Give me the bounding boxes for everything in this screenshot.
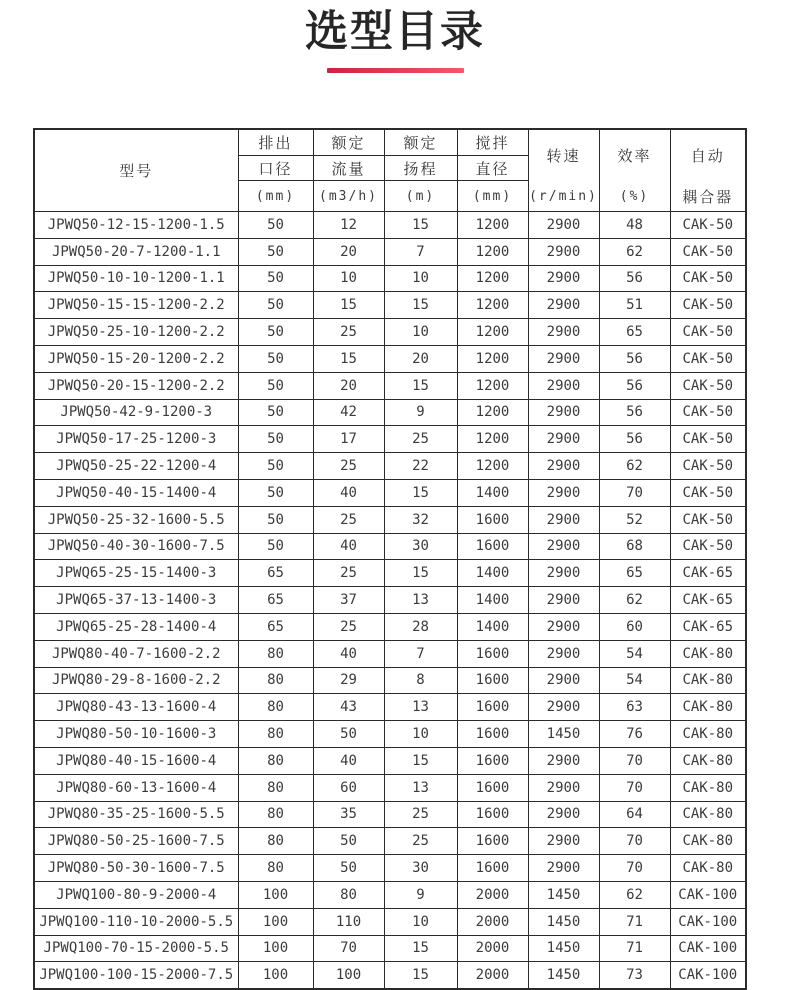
cell-speed: 2900 — [528, 613, 599, 640]
cell-coupler: CAK-100 — [670, 908, 746, 935]
cell-model: JPWQ50-12-15-1200-1.5 — [34, 212, 238, 239]
cell-rated-head: 15 — [384, 560, 457, 587]
cell-outlet-diameter: 100 — [238, 908, 313, 935]
cell-speed: 1450 — [528, 881, 599, 908]
cell-coupler: CAK-50 — [670, 453, 746, 480]
cell-mixing-diameter: 1200 — [457, 319, 528, 346]
cell-model: JPWQ50-25-32-1600-5.5 — [34, 506, 238, 533]
cell-model: JPWQ80-50-30-1600-7.5 — [34, 855, 238, 882]
cell-efficiency: 71 — [599, 935, 670, 962]
cell-mixing-diameter: 1200 — [457, 265, 528, 292]
cell-speed: 2900 — [528, 238, 599, 265]
cell-outlet-diameter: 100 — [238, 935, 313, 962]
cell-outlet-diameter: 65 — [238, 613, 313, 640]
cell-mixing-diameter: 1200 — [457, 426, 528, 453]
table-row — [34, 881, 746, 908]
cell-rated-head: 22 — [384, 453, 457, 480]
cell-efficiency: 62 — [599, 587, 670, 614]
cell-rated-flow: 70 — [313, 935, 384, 962]
cell-efficiency: 52 — [599, 506, 670, 533]
cell-model: JPWQ65-25-15-1400-3 — [34, 560, 238, 587]
cell-speed: 2900 — [528, 399, 599, 426]
cell-speed: 2900 — [528, 667, 599, 694]
header-auto-coupler — [670, 129, 746, 212]
cell-mixing-diameter: 1600 — [457, 667, 528, 694]
cell-mixing-diameter: 1600 — [457, 506, 528, 533]
table-body — [34, 212, 746, 990]
cell-efficiency: 51 — [599, 292, 670, 319]
cell-outlet-diameter: 50 — [238, 372, 313, 399]
cell-rated-head: 10 — [384, 265, 457, 292]
table-row — [34, 292, 746, 319]
cell-model: JPWQ65-25-28-1400-4 — [34, 613, 238, 640]
header-efficiency-label: 效率 — [617, 148, 652, 165]
cell-speed: 2900 — [528, 319, 599, 346]
cell-rated-head: 8 — [384, 667, 457, 694]
cell-outlet-diameter: 50 — [238, 479, 313, 506]
cell-speed: 2900 — [528, 345, 599, 372]
cell-rated-head: 13 — [384, 587, 457, 614]
cell-speed: 2900 — [528, 828, 599, 855]
cell-outlet-diameter: 80 — [238, 667, 313, 694]
cell-coupler: CAK-65 — [670, 613, 746, 640]
cell-rated-head: 13 — [384, 774, 457, 801]
cell-rated-head: 28 — [384, 613, 457, 640]
cell-speed: 2900 — [528, 640, 599, 667]
cell-efficiency: 70 — [599, 855, 670, 882]
cell-mixing-diameter: 1200 — [457, 345, 528, 372]
cell-efficiency: 63 — [599, 694, 670, 721]
cell-rated-flow: 10 — [313, 265, 384, 292]
table-row — [34, 667, 746, 694]
table-row — [34, 372, 746, 399]
cell-speed: 2900 — [528, 747, 599, 774]
cell-efficiency: 56 — [599, 265, 670, 292]
table-row — [34, 345, 746, 372]
cell-rated-head: 30 — [384, 855, 457, 882]
cell-efficiency: 56 — [599, 426, 670, 453]
table-row — [34, 453, 746, 480]
cell-mixing-diameter: 1600 — [457, 774, 528, 801]
cell-rated-flow: 40 — [313, 747, 384, 774]
cell-speed: 2900 — [528, 774, 599, 801]
cell-mixing-diameter: 1400 — [457, 560, 528, 587]
title-accent-bar — [327, 68, 464, 73]
header-mixing-diameter — [457, 129, 528, 212]
cell-rated-flow: 25 — [313, 560, 384, 587]
cell-model: JPWQ50-15-15-1200-2.2 — [34, 292, 238, 319]
header-outlet-line1: 排出 — [239, 130, 313, 156]
cell-rated-flow: 20 — [313, 238, 384, 265]
cell-outlet-diameter: 50 — [238, 212, 313, 239]
cell-efficiency: 56 — [599, 399, 670, 426]
cell-rated-flow: 17 — [313, 426, 384, 453]
cell-coupler: CAK-100 — [670, 962, 746, 989]
cell-efficiency: 48 — [599, 212, 670, 239]
cell-model: JPWQ50-25-10-1200-2.2 — [34, 319, 238, 346]
cell-model: JPWQ100-80-9-2000-4 — [34, 881, 238, 908]
cell-efficiency: 65 — [599, 560, 670, 587]
cell-efficiency: 56 — [599, 372, 670, 399]
cell-speed: 2900 — [528, 855, 599, 882]
cell-rated-flow: 42 — [313, 399, 384, 426]
cell-mixing-diameter: 1600 — [457, 694, 528, 721]
cell-coupler: CAK-80 — [670, 640, 746, 667]
page-title: 选型目录 — [305, 8, 485, 56]
table-row — [34, 479, 746, 506]
cell-outlet-diameter: 50 — [238, 319, 313, 346]
cell-speed: 2900 — [528, 265, 599, 292]
cell-outlet-diameter: 50 — [238, 238, 313, 265]
cell-coupler: CAK-80 — [670, 774, 746, 801]
cell-rated-head: 15 — [384, 479, 457, 506]
header-model — [34, 129, 238, 212]
table-row — [34, 747, 746, 774]
cell-rated-head: 15 — [384, 747, 457, 774]
header-flow-unit: (m3/h) — [319, 188, 378, 204]
table-row — [34, 319, 746, 346]
cell-model: JPWQ80-60-13-1600-4 — [34, 774, 238, 801]
cell-outlet-diameter: 50 — [238, 426, 313, 453]
table-row — [34, 426, 746, 453]
cell-speed: 2900 — [528, 533, 599, 560]
cell-coupler: CAK-50 — [670, 238, 746, 265]
table-row — [34, 640, 746, 667]
cell-outlet-diameter: 50 — [238, 292, 313, 319]
cell-speed: 2900 — [528, 426, 599, 453]
cell-rated-head: 13 — [384, 694, 457, 721]
cell-coupler: CAK-80 — [670, 801, 746, 828]
cell-rated-head: 15 — [384, 962, 457, 989]
cell-efficiency: 70 — [599, 828, 670, 855]
cell-coupler: CAK-50 — [670, 212, 746, 239]
cell-model: JPWQ80-40-15-1600-4 — [34, 747, 238, 774]
cell-model: JPWQ80-43-13-1600-4 — [34, 694, 238, 721]
table-header-row — [34, 129, 746, 212]
table-row — [34, 935, 746, 962]
cell-outlet-diameter: 50 — [238, 345, 313, 372]
table-row — [34, 801, 746, 828]
cell-rated-head: 15 — [384, 935, 457, 962]
cell-mixing-diameter: 1200 — [457, 292, 528, 319]
cell-efficiency: 62 — [599, 453, 670, 480]
cell-efficiency: 70 — [599, 747, 670, 774]
cell-rated-flow: 110 — [313, 908, 384, 935]
cell-speed: 2900 — [528, 212, 599, 239]
cell-outlet-diameter: 65 — [238, 560, 313, 587]
cell-rated-head: 7 — [384, 640, 457, 667]
cell-speed: 2900 — [528, 506, 599, 533]
table-row — [34, 399, 746, 426]
cell-mixing-diameter: 1200 — [457, 212, 528, 239]
table-row — [34, 721, 746, 748]
cell-efficiency: 56 — [599, 345, 670, 372]
cell-model: JPWQ50-20-15-1200-2.2 — [34, 372, 238, 399]
cell-rated-flow: 15 — [313, 292, 384, 319]
cell-efficiency: 68 — [599, 533, 670, 560]
cell-coupler: CAK-50 — [670, 399, 746, 426]
table-row — [34, 238, 746, 265]
cell-mixing-diameter: 1600 — [457, 721, 528, 748]
header-mixing-line1: 搅拌 — [458, 130, 528, 156]
cell-mixing-diameter: 1400 — [457, 587, 528, 614]
cell-rated-flow: 15 — [313, 345, 384, 372]
cell-coupler: CAK-80 — [670, 694, 746, 721]
header-flow-line1: 额定 — [314, 130, 384, 156]
cell-mixing-diameter: 2000 — [457, 935, 528, 962]
cell-efficiency: 60 — [599, 613, 670, 640]
header-speed — [528, 129, 599, 212]
cell-mixing-diameter: 1600 — [457, 828, 528, 855]
cell-coupler: CAK-50 — [670, 265, 746, 292]
cell-outlet-diameter: 80 — [238, 747, 313, 774]
cell-rated-flow: 60 — [313, 774, 384, 801]
cell-speed: 1450 — [528, 721, 599, 748]
cell-rated-flow: 43 — [313, 694, 384, 721]
cell-model: JPWQ80-29-8-1600-2.2 — [34, 667, 238, 694]
table-row — [34, 212, 746, 239]
cell-speed: 2900 — [528, 292, 599, 319]
cell-rated-head: 10 — [384, 319, 457, 346]
cell-rated-flow: 25 — [313, 613, 384, 640]
cell-speed: 2900 — [528, 694, 599, 721]
cell-coupler: CAK-80 — [670, 828, 746, 855]
cell-speed: 2900 — [528, 560, 599, 587]
cell-model: JPWQ100-100-15-2000-7.5 — [34, 962, 238, 989]
cell-mixing-diameter: 2000 — [457, 962, 528, 989]
cell-rated-flow: 50 — [313, 855, 384, 882]
header-head-line2: 扬程 — [385, 156, 457, 181]
cell-coupler: CAK-50 — [670, 533, 746, 560]
cell-outlet-diameter: 80 — [238, 694, 313, 721]
cell-rated-flow: 37 — [313, 587, 384, 614]
table-row — [34, 587, 746, 614]
cell-outlet-diameter: 50 — [238, 506, 313, 533]
cell-mixing-diameter: 1200 — [457, 238, 528, 265]
cell-outlet-diameter: 100 — [238, 962, 313, 989]
cell-outlet-diameter: 80 — [238, 721, 313, 748]
header-coupler-label: 自动 — [690, 148, 725, 165]
cell-outlet-diameter: 100 — [238, 881, 313, 908]
cell-model: JPWQ80-40-7-1600-2.2 — [34, 640, 238, 667]
cell-mixing-diameter: 1200 — [457, 372, 528, 399]
cell-coupler: CAK-50 — [670, 292, 746, 319]
cell-model: JPWQ50-10-10-1200-1.1 — [34, 265, 238, 292]
header-speed-label: 转速 — [546, 148, 581, 165]
header-outlet-line2: 口径 — [239, 156, 313, 181]
header-head-unit: (m) — [405, 188, 436, 204]
cell-rated-flow: 25 — [313, 319, 384, 346]
cell-coupler: CAK-50 — [670, 426, 746, 453]
cell-model: JPWQ65-37-13-1400-3 — [34, 587, 238, 614]
cell-outlet-diameter: 80 — [238, 855, 313, 882]
table-row — [34, 613, 746, 640]
table-row — [34, 828, 746, 855]
cell-speed: 2900 — [528, 479, 599, 506]
cell-coupler: CAK-80 — [670, 667, 746, 694]
cell-rated-head: 15 — [384, 372, 457, 399]
cell-rated-flow: 25 — [313, 506, 384, 533]
cell-model: JPWQ50-40-15-1400-4 — [34, 479, 238, 506]
cell-coupler: CAK-100 — [670, 881, 746, 908]
header-rated-flow — [313, 129, 384, 212]
cell-coupler: CAK-80 — [670, 721, 746, 748]
header-efficiency-unit: (%) — [619, 188, 650, 204]
cell-speed: 2900 — [528, 372, 599, 399]
cell-outlet-diameter: 50 — [238, 265, 313, 292]
cell-rated-head: 25 — [384, 801, 457, 828]
cell-mixing-diameter: 1600 — [457, 747, 528, 774]
cell-outlet-diameter: 80 — [238, 640, 313, 667]
cell-model: JPWQ50-20-7-1200-1.1 — [34, 238, 238, 265]
cell-outlet-diameter: 80 — [238, 774, 313, 801]
cell-mixing-diameter: 1600 — [457, 855, 528, 882]
table-row — [34, 694, 746, 721]
table-row — [34, 774, 746, 801]
cell-coupler: CAK-65 — [670, 587, 746, 614]
table-row — [34, 908, 746, 935]
cell-coupler: CAK-80 — [670, 855, 746, 882]
cell-outlet-diameter: 50 — [238, 399, 313, 426]
cell-rated-head: 15 — [384, 292, 457, 319]
cell-rated-head: 9 — [384, 399, 457, 426]
cell-mixing-diameter: 2000 — [457, 881, 528, 908]
cell-rated-head: 25 — [384, 828, 457, 855]
cell-mixing-diameter: 1600 — [457, 533, 528, 560]
cell-rated-flow: 29 — [313, 667, 384, 694]
cell-rated-flow: 80 — [313, 881, 384, 908]
cell-rated-flow: 40 — [313, 479, 384, 506]
cell-model: JPWQ50-25-22-1200-4 — [34, 453, 238, 480]
cell-outlet-diameter: 50 — [238, 533, 313, 560]
table-row — [34, 560, 746, 587]
cell-coupler: CAK-50 — [670, 319, 746, 346]
cell-rated-flow: 50 — [313, 721, 384, 748]
table-row — [34, 506, 746, 533]
header-head-line1: 额定 — [385, 130, 457, 156]
cell-rated-head: 20 — [384, 345, 457, 372]
cell-speed: 1450 — [528, 935, 599, 962]
cell-rated-head: 10 — [384, 908, 457, 935]
cell-rated-flow: 20 — [313, 372, 384, 399]
cell-coupler: CAK-50 — [670, 506, 746, 533]
cell-rated-flow: 50 — [313, 828, 384, 855]
header-model-label: 型号 — [119, 163, 154, 180]
cell-model: JPWQ80-50-10-1600-3 — [34, 721, 238, 748]
selection-table — [33, 128, 747, 990]
cell-outlet-diameter: 65 — [238, 587, 313, 614]
cell-coupler: CAK-50 — [670, 345, 746, 372]
cell-model: JPWQ50-15-20-1200-2.2 — [34, 345, 238, 372]
header-flow-line2: 流量 — [314, 156, 384, 181]
cell-model: JPWQ50-17-25-1200-3 — [34, 426, 238, 453]
header-mixing-unit: (mm) — [472, 188, 513, 204]
cell-mixing-diameter: 1600 — [457, 640, 528, 667]
table-row — [34, 265, 746, 292]
header-mixing-line2: 直径 — [458, 156, 528, 181]
cell-coupler: CAK-50 — [670, 372, 746, 399]
cell-efficiency: 73 — [599, 962, 670, 989]
cell-model: JPWQ50-40-30-1600-7.5 — [34, 533, 238, 560]
header-outlet-diameter — [238, 129, 313, 212]
cell-speed: 1450 — [528, 962, 599, 989]
cell-efficiency: 65 — [599, 319, 670, 346]
cell-mixing-diameter: 2000 — [457, 908, 528, 935]
cell-efficiency: 71 — [599, 908, 670, 935]
cell-mixing-diameter: 1200 — [457, 399, 528, 426]
cell-efficiency: 76 — [599, 721, 670, 748]
cell-mixing-diameter: 1600 — [457, 801, 528, 828]
cell-rated-head: 7 — [384, 238, 457, 265]
cell-speed: 1450 — [528, 908, 599, 935]
cell-mixing-diameter: 1400 — [457, 479, 528, 506]
cell-rated-head: 9 — [384, 881, 457, 908]
table-row — [34, 855, 746, 882]
cell-rated-flow: 100 — [313, 962, 384, 989]
cell-rated-head: 15 — [384, 212, 457, 239]
cell-coupler: CAK-100 — [670, 935, 746, 962]
cell-outlet-diameter: 80 — [238, 828, 313, 855]
header-outlet-unit: (mm) — [255, 188, 296, 204]
cell-rated-head: 30 — [384, 533, 457, 560]
cell-rated-flow: 35 — [313, 801, 384, 828]
cell-coupler: CAK-65 — [670, 560, 746, 587]
table-row — [34, 533, 746, 560]
cell-model: JPWQ80-50-25-1600-7.5 — [34, 828, 238, 855]
cell-model: JPWQ80-35-25-1600-5.5 — [34, 801, 238, 828]
cell-efficiency: 70 — [599, 774, 670, 801]
cell-rated-head: 25 — [384, 426, 457, 453]
cell-rated-flow: 40 — [313, 640, 384, 667]
header-efficiency — [599, 129, 670, 212]
cell-efficiency: 64 — [599, 801, 670, 828]
cell-rated-head: 32 — [384, 506, 457, 533]
cell-speed: 2900 — [528, 587, 599, 614]
header-coupler-unit: 耦合器 — [682, 187, 734, 206]
cell-rated-flow: 12 — [313, 212, 384, 239]
cell-efficiency: 54 — [599, 667, 670, 694]
cell-rated-flow: 40 — [313, 533, 384, 560]
cell-outlet-diameter: 80 — [238, 801, 313, 828]
cell-rated-flow: 25 — [313, 453, 384, 480]
cell-efficiency: 70 — [599, 479, 670, 506]
header-speed-unit: (r/min) — [529, 188, 598, 204]
cell-model: JPWQ100-110-10-2000-5.5 — [34, 908, 238, 935]
cell-outlet-diameter: 50 — [238, 453, 313, 480]
cell-mixing-diameter: 1200 — [457, 453, 528, 480]
cell-efficiency: 54 — [599, 640, 670, 667]
cell-coupler: CAK-80 — [670, 747, 746, 774]
cell-efficiency: 62 — [599, 238, 670, 265]
header-rated-head — [384, 129, 457, 212]
cell-rated-head: 10 — [384, 721, 457, 748]
cell-model: JPWQ100-70-15-2000-5.5 — [34, 935, 238, 962]
cell-speed: 2900 — [528, 453, 599, 480]
cell-efficiency: 62 — [599, 881, 670, 908]
cell-speed: 2900 — [528, 801, 599, 828]
cell-model: JPWQ50-42-9-1200-3 — [34, 399, 238, 426]
cell-coupler: CAK-50 — [670, 479, 746, 506]
table-row — [34, 962, 746, 989]
cell-mixing-diameter: 1400 — [457, 613, 528, 640]
